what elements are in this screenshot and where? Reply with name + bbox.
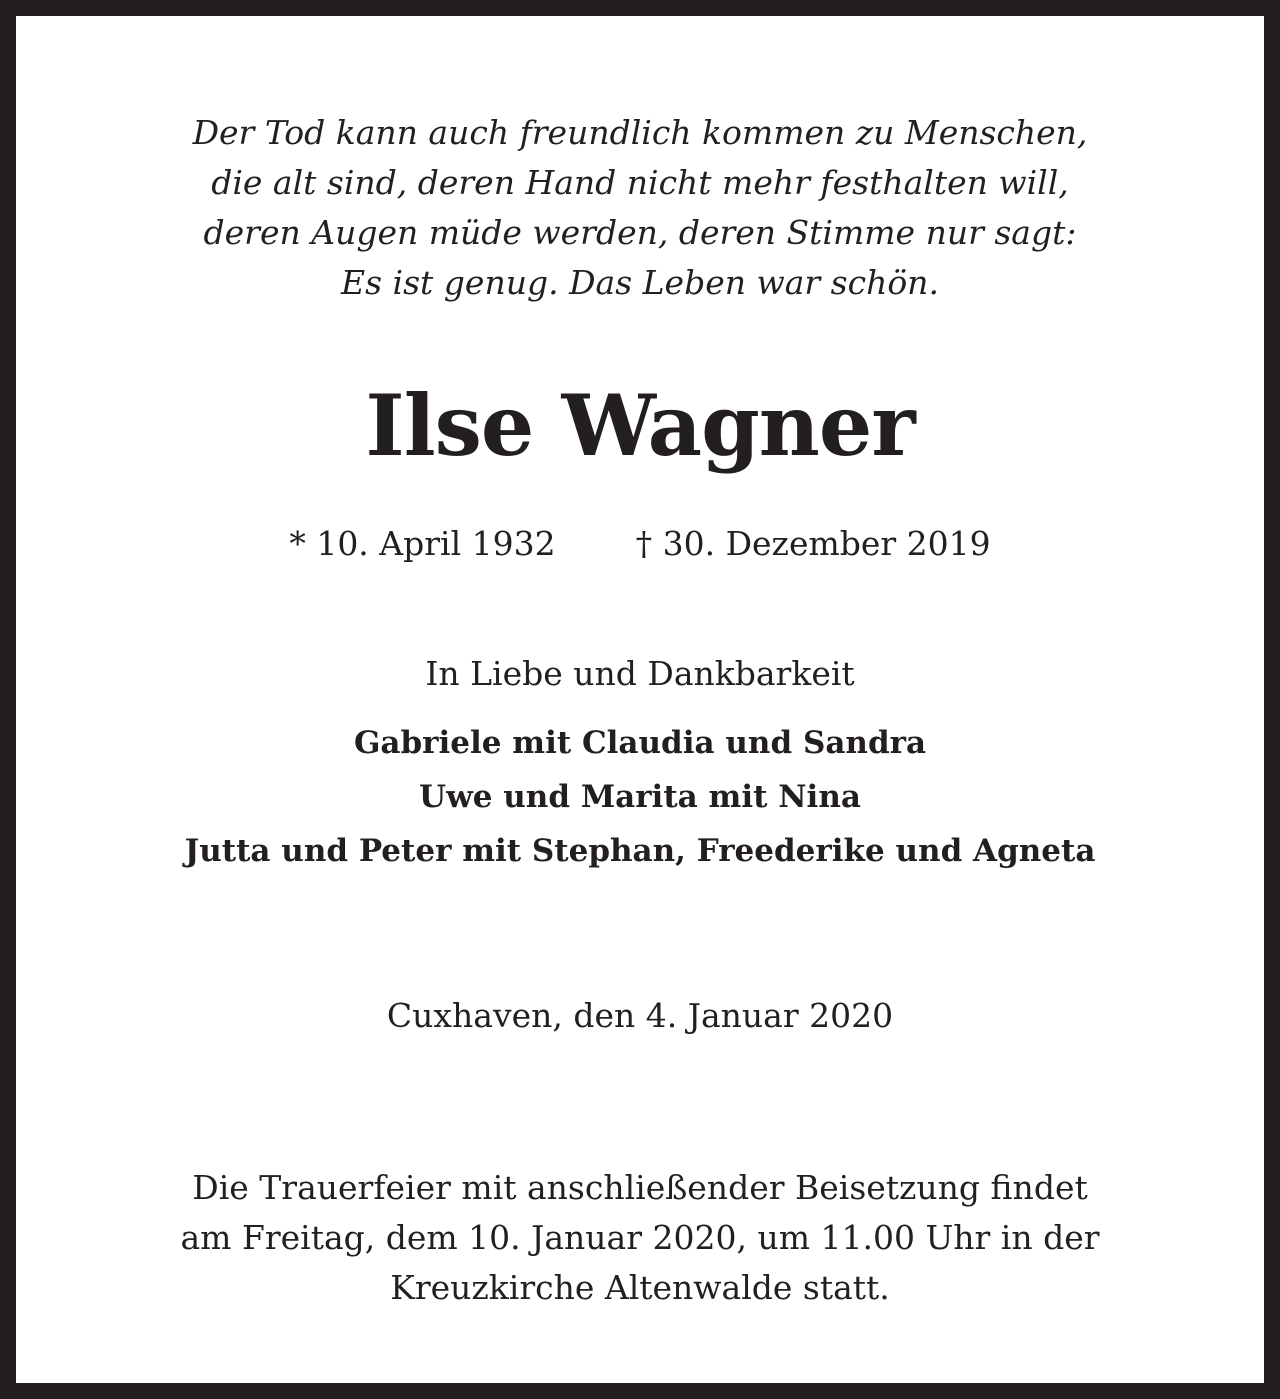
quote-line: Der Tod kann auch freundlich kommen zu Menschen, <box>192 113 1088 152</box>
quote-line: Es ist genug. Das Leben war schön. <box>341 263 939 302</box>
quote-line: die alt sind, deren Hand nicht mehr festhalten will, <box>211 163 1069 202</box>
birth-date: * 10. April 1932 <box>289 524 556 563</box>
service-line: Die Trauerfeier mit anschließender Beisetzung findet <box>192 1168 1088 1207</box>
family-line: Jutta und Peter mit Stephan, Freederike und Agneta <box>184 833 1096 869</box>
death-date: † 30. Dezember 2019 <box>635 524 991 563</box>
quote-line: deren Augen müde werden, deren Stimme nur sagt: <box>203 213 1077 252</box>
family-line: Gabriele mit Claudia und Sandra <box>353 725 927 761</box>
memorial-quote <box>16 108 1264 308</box>
obituary-notice <box>16 16 1264 1383</box>
life-dates <box>16 524 1264 563</box>
place-date: Cuxhaven, den 4. Januar 2020 <box>386 996 894 1035</box>
dedication: In Liebe und Dankbarkeit <box>425 654 855 693</box>
deceased-name: Ilse Wagner <box>365 376 915 475</box>
service-line: Kreuzkirche Altenwalde statt. <box>390 1268 890 1307</box>
service-line: am Freitag, dem 10. Januar 2020, um 11.00 Uhr in der <box>180 1218 1100 1257</box>
family-list <box>16 716 1264 878</box>
funeral-service-info <box>16 1163 1264 1313</box>
family-line: Uwe und Marita mit Nina <box>419 779 861 815</box>
